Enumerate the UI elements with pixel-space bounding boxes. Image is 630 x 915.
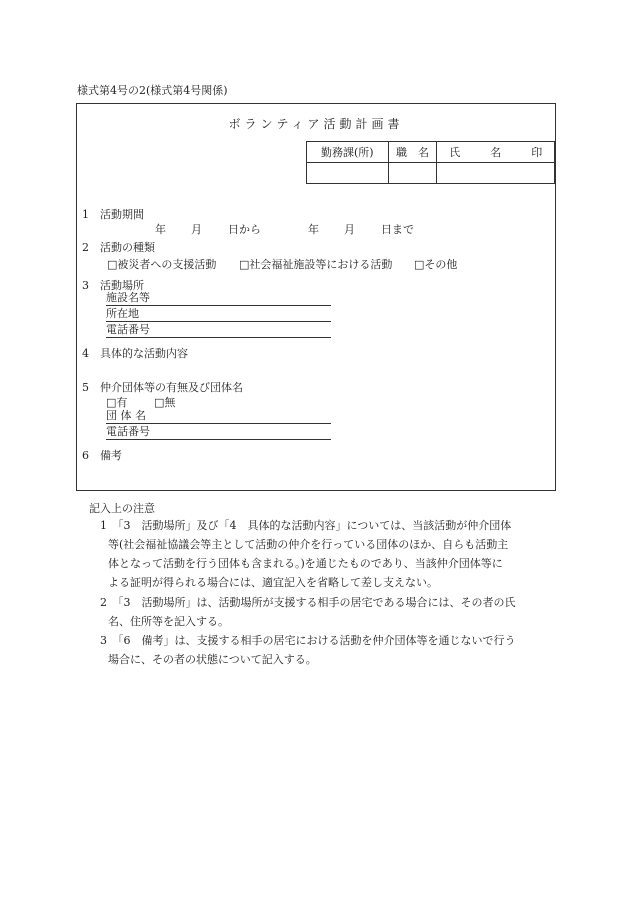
note-3-line-1: 3 「6 備考」は、支援する相手の居宅における活動を仲介団体等を通じないで行う [100, 634, 516, 647]
dept-field[interactable] [307, 163, 389, 184]
section-6-label: 6 備考 [82, 449, 122, 462]
note-3-line-2: 場合に、その者の状態について記入する。 [108, 653, 317, 666]
intermediary-yes-checkbox[interactable]: □有 [106, 396, 128, 409]
option-welfare-facility[interactable]: □社会福祉施設等における活動 [239, 258, 393, 271]
phone-label: 電話番号 [106, 323, 150, 336]
name-header-family: 氏 [449, 145, 461, 159]
to-month: 月 [344, 223, 355, 236]
seal-header: 印 [531, 145, 543, 159]
note-1-line-2: 等(社会福祉協議会等主として活動の仲介を行っている団体のほか、自らも活動主 [108, 538, 509, 551]
org-phone-label: 電話番号 [106, 425, 150, 438]
notes-title: 記入上の注意 [89, 502, 155, 515]
position-header: 職 名 [388, 142, 437, 163]
phone-field[interactable] [106, 324, 331, 338]
name-seal-header [437, 142, 555, 163]
address-label: 所在地 [106, 307, 139, 320]
section-3-label: 3 活動場所 [82, 279, 144, 292]
section-1-label: 1 活動期間 [82, 208, 144, 221]
volunteer-plan-form [76, 103, 556, 491]
note-1-line-1: 1 「3 活動場所」及び「4 具体的な活動内容」については、当該活動が仲介団体 [100, 519, 512, 532]
note-1-line-3: 体となって活動を行う団体も含まれる。)を通じたものであり、当該仲介団体等に [108, 557, 503, 570]
form-title: ボランティア活動計画書 [228, 117, 404, 131]
name-header-given: 名 [490, 145, 502, 159]
name-field[interactable] [437, 163, 555, 184]
section-4-label: 4 具体的な活動内容 [82, 347, 188, 360]
address-field[interactable] [106, 308, 331, 322]
facility-name-field[interactable] [106, 292, 331, 306]
note-2-line-1: 2 「3 活動場所」は、活動場所が支援する相手の居宅である場合には、その者の氏 [100, 596, 516, 609]
org-name-label: 団 体 名 [106, 409, 146, 422]
position-field[interactable] [388, 163, 437, 184]
org-name-field[interactable] [106, 410, 331, 424]
applicant-info-table [306, 141, 555, 184]
note-1-line-4: よる証明が得られる場合には、適宜記入を省略して差し支えない。 [108, 576, 438, 589]
facility-name-label: 施設名等 [106, 291, 150, 304]
org-phone-field[interactable] [106, 426, 331, 440]
option-disaster-support[interactable]: □被災者への支援活動 [107, 258, 217, 271]
option-other[interactable]: □その他 [414, 258, 458, 271]
from-month: 月 [191, 223, 202, 236]
form-heading: 様式第4号の2(様式第4号関係) [77, 84, 228, 97]
to-year: 年 [308, 223, 319, 236]
from-year: 年 [155, 223, 166, 236]
section-2-label: 2 活動の種類 [82, 241, 155, 254]
intermediary-no-checkbox[interactable]: □無 [154, 396, 176, 409]
dept-header: 勤務課(所) [307, 142, 389, 163]
note-2-line-2: 名、住所等を記入する。 [108, 615, 229, 628]
section-5-label: 5 仲介団体等の有無及び団体名 [82, 381, 243, 394]
from-day: 日から [228, 223, 261, 236]
to-day: 日まで [381, 223, 414, 236]
